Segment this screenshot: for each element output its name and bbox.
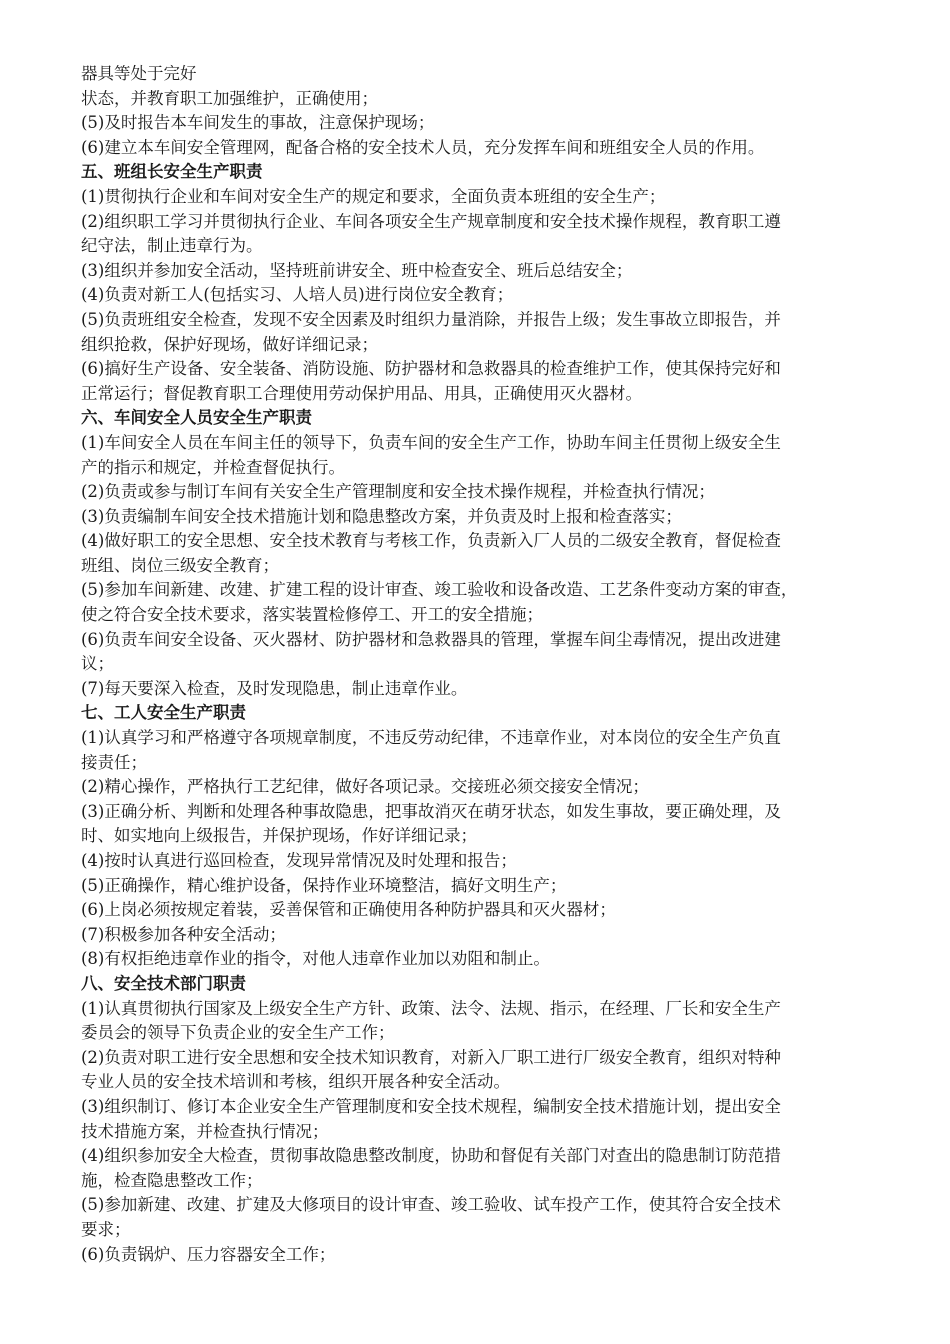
text-line: (6)负责锅炉、压力容器安全工作； xyxy=(81,1244,336,1264)
text-line: 组织抢救，保护好现场，做好详细记录； xyxy=(81,334,378,354)
text-line: 施，检查隐患整改工作； xyxy=(81,1170,263,1190)
text-line: 班组、岗位三级安全教育； xyxy=(81,555,279,575)
text-line: (3)正确分析、判断和处理各种事故隐患，把事故消灭在萌牙状态，如发生事故，要正确处理，及 xyxy=(81,801,781,821)
text-line: 要求； xyxy=(81,1219,131,1239)
text-line: 议； xyxy=(81,654,114,674)
text-line: (6)搞好生产设备、安全装备、消防设施、防护器材和急救器具的检查维护工作，使其保持完好和 xyxy=(81,359,781,379)
text-line: (6)上岗必须按规定着装，妥善保管和正确使用各种防护器具和灭火器材； xyxy=(81,900,616,920)
text-line: (2)精心操作，严格执行工艺纪律，做好各项记录。交接班必须交接安全情况； xyxy=(81,777,649,797)
text-line: (4)组织参加安全大检查，贯彻事故隐患整改制度，协助和督促有关部门对查出的隐患制订防范措 xyxy=(81,1146,781,1166)
text-line: 使之符合安全技术要求，落实装置检修停工、开工的安全措施； xyxy=(81,605,543,625)
text-line: (4)负责对新工人(包括实习、人培人员)进行岗位安全教育； xyxy=(81,285,514,305)
text-line: (2)负责或参与制订车间有关安全生产管理制度和安全技术操作规程，并检查执行情况； xyxy=(81,482,715,502)
text-line: (4)按时认真进行巡回检查，发现异常情况及时处理和报告； xyxy=(81,851,517,870)
text-line: (5)参加新建、改建、扩建及大修项目的设计审查、竣工验收、试车投产工作，使其符合安全技术 xyxy=(81,1195,781,1215)
text-line: (5)及时报告本车间发生的事故，注意保护现场； xyxy=(81,113,435,133)
text-line: (2)组织职工学习并贯彻执行企业、车间各项安全生产规章制度和安全技术操作规程，教育职工遵 xyxy=(81,211,781,231)
section-heading: 六、车间安全人员安全生产职责 xyxy=(81,408,312,428)
section-heading: 七、工人安全生产职责 xyxy=(81,703,246,723)
text-line: (4)做好职工的安全思想、安全技术教育与考核工作，负责新入厂人员的二级安全教育，督促检查 xyxy=(81,531,781,551)
text-line: 委员会的领导下负责企业的安全生产工作； xyxy=(81,1023,395,1043)
text-line: 时、如实地向上级报告，并保护现场，作好详细记录； xyxy=(81,826,477,846)
text-line: (1)认真学习和严格遵守各项规章制度，不违反劳动纪律，不违章作业，对本岗位的安全生产负直 xyxy=(81,728,781,748)
text-line: 接责任； xyxy=(81,752,147,772)
text-line: 纪守法，制止违章行为。 xyxy=(81,236,263,256)
text-line: 产的指示和规定，并检查督促执行。 xyxy=(81,457,345,477)
text-line: (5)参加车间新建、改建、扩建工程的设计审查、竣工验收和设备改造、工艺条件变动方案的审查， xyxy=(81,580,798,600)
document-page xyxy=(81,62,893,1267)
text-line: 状态，并教育职工加强维护，正确使用； xyxy=(81,88,378,108)
section-heading: 五、班组长安全生产职责 xyxy=(81,162,263,182)
text-line: (3)组织并参加安全活动，坚持班前讲安全、班中检查安全、班后总结安全； xyxy=(81,260,633,280)
text-line: 技术措施方案，并检查执行情况； xyxy=(81,1121,329,1141)
text-line: (6)负责车间安全设备、灭火器材、防护器材和急救器具的管理，掌握车间尘毒情况，提出改进建 xyxy=(81,629,781,649)
text-line: (6)建立本车间安全管理网，配备合格的安全技术人员，充分发挥车间和班组安全人员的作用。 xyxy=(81,137,765,157)
text-line: (5)正确操作，精心维护设备，保持作业环境整洁，搞好文明生产； xyxy=(81,875,567,895)
text-line: (2)负责对职工进行安全思想和安全技术知识教育，对新入厂职工进行厂级安全教育，组织对特种 xyxy=(81,1047,781,1067)
text-line: (3)组织制订、修订本企业安全生产管理制度和安全技术规程，编制安全技术措施计划，提出安全 xyxy=(81,1096,781,1116)
section-heading: 八、安全技术部门职责 xyxy=(81,973,246,993)
text-line: 器具等处于完好 xyxy=(81,64,197,83)
text-line: (7)每天要深入检查，及时发现隐患，制止违章作业。 xyxy=(81,678,468,698)
text-line: (1)车间安全人员在车间主任的领导下，负责车间的安全生产工作，协助车间主任贯彻上级安全生 xyxy=(81,432,781,452)
text-line: (3)负责编制车间安全技术措施计划和隐患整改方案，并负责及时上报和检查落实； xyxy=(81,506,682,526)
text-line: (8)有权拒绝违章作业的指令，对他人违章作业加以劝阻和制止。 xyxy=(81,949,550,969)
text-line: (1)认真贯彻执行国家及上级安全生产方针、政策、法令、法规、指示，在经理、厂长和安全生产 xyxy=(81,998,781,1018)
text-line: (7)积极参加各种安全活动； xyxy=(81,924,286,944)
text-line: (5)负责班组安全检查，发现不安全因素及时组织力量消除，并报告上级；发生事故立即报告，并 xyxy=(81,309,781,329)
text-line: 正常运行；督促教育职工合理使用劳动保护用品、用具，正确使用灭火器材。 xyxy=(81,383,642,403)
text-line: 专业人员的安全技术培训和考核，组织开展各种安全活动。 xyxy=(81,1072,510,1092)
text-line: (1)贯彻执行企业和车间对安全生产的规定和要求，全面负责本班组的安全生产； xyxy=(81,186,666,206)
